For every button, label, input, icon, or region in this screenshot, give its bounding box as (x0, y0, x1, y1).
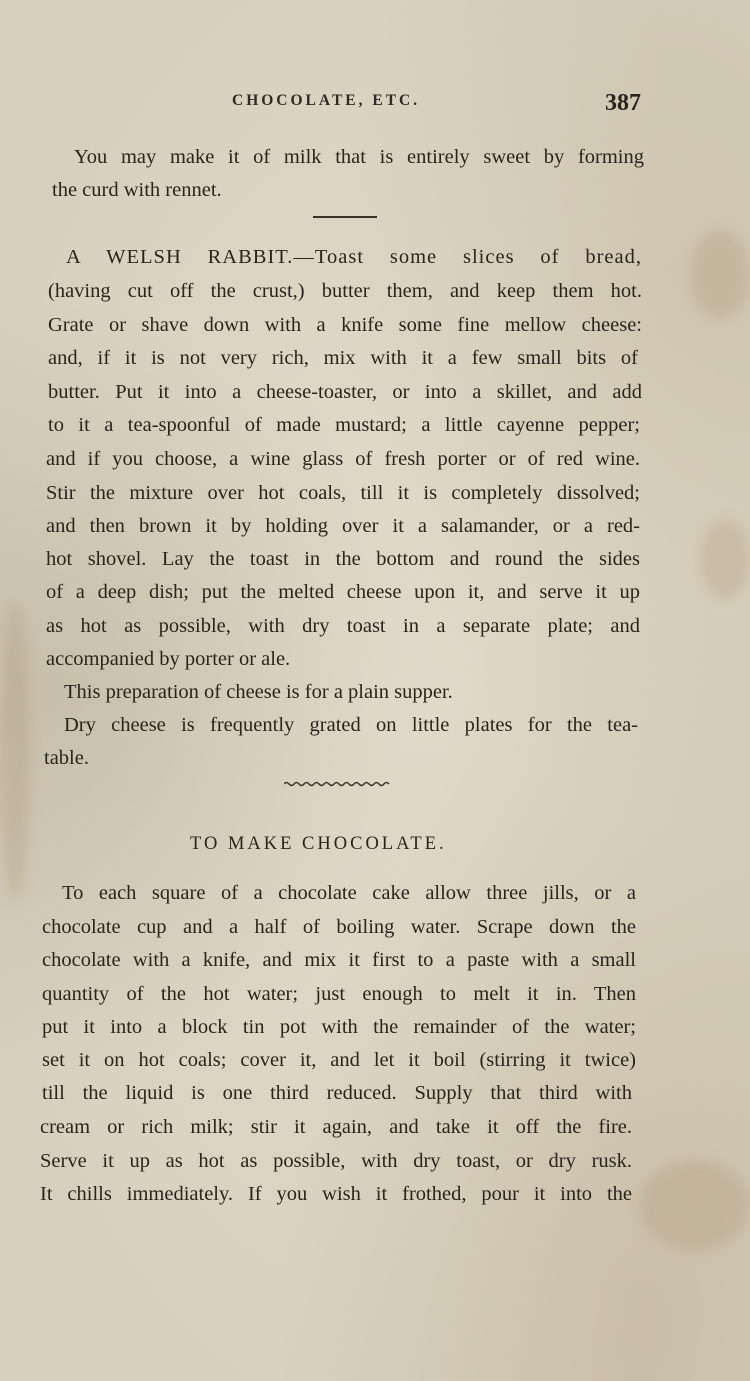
text-line: quantity of the hot water; just enough to melt it in. Then (42, 983, 636, 1005)
text-line: to it a tea-spoonful of made mustard; a little cayenne pepper; (48, 414, 640, 436)
text-line: It chills immediately. If you wish it frothed, pour it into the (40, 1183, 632, 1205)
wavy-divider (284, 780, 390, 788)
recipe-title-line: A WELSH RABBIT.—Toast some slices of bread, (66, 246, 642, 268)
section-divider (313, 216, 377, 218)
text-line: Grate or shave down with a knife some fine mellow cheese: (48, 314, 642, 336)
text-line: butter. Put it into a cheese-toaster, or into a skillet, and add (48, 381, 642, 403)
text-line: table. (44, 747, 89, 769)
text-line: This preparation of cheese is for a plain supper. (64, 681, 453, 703)
text-line: put it into a block tin pot with the remainder of the water; (42, 1016, 636, 1038)
text-line: You may make it of milk that is entirely sweet by forming (74, 146, 644, 168)
paper-stain (700, 520, 750, 600)
text-line: till the liquid is one third reduced. Supply that third with (42, 1082, 632, 1104)
text-line: To each square of a chocolate cake allow three jills, or a (62, 882, 636, 904)
text-line: Stir the mixture over hot coals, till it is completely dissolved; (46, 482, 640, 504)
text-line: as hot as possible, with dry toast in a separate plate; and (46, 615, 640, 637)
text-line: the curd with rennet. (52, 179, 222, 201)
paper-stain (640, 1160, 750, 1250)
text-line: (having cut off the crust,) butter them, and keep them hot. (48, 280, 642, 302)
text-line: and, if it is not very rich, mix with it a few small bits of (48, 347, 638, 369)
running-title: CHOCOLATE, ETC. (232, 92, 421, 109)
page-number: 387 (605, 90, 641, 116)
text-line: cream or rich milk; stir it again, and take it off the fire. (40, 1116, 632, 1138)
text-line: and then brown it by holding over it a salamander, or a red- (46, 515, 640, 537)
text-line: accompanied by porter or ale. (46, 648, 291, 670)
text-line: chocolate cup and a half of boiling water. Scrape down the (42, 916, 636, 938)
text-line: of a deep dish; put the melted cheese upon it, and serve it up (46, 581, 640, 603)
text-line: hot shovel. Lay the toast in the bottom and round the sides (46, 548, 640, 570)
text-line: Serve it up as hot as possible, with dry toast, or dry rusk. (40, 1150, 632, 1172)
text-line: set it on hot coals; cover it, and let it boil (stirring it twice) (42, 1049, 636, 1071)
section-heading: TO MAKE CHOCOLATE. (190, 834, 447, 854)
paper-stain (690, 230, 750, 320)
text-line: Dry cheese is frequently grated on little plates for the tea- (64, 714, 638, 736)
paper-stain (0, 600, 30, 900)
text-line: and if you choose, a wine glass of fresh porter or of red wine. (46, 448, 640, 470)
text-line: chocolate with a knife, and mix it first to a paste with a small (42, 949, 636, 971)
